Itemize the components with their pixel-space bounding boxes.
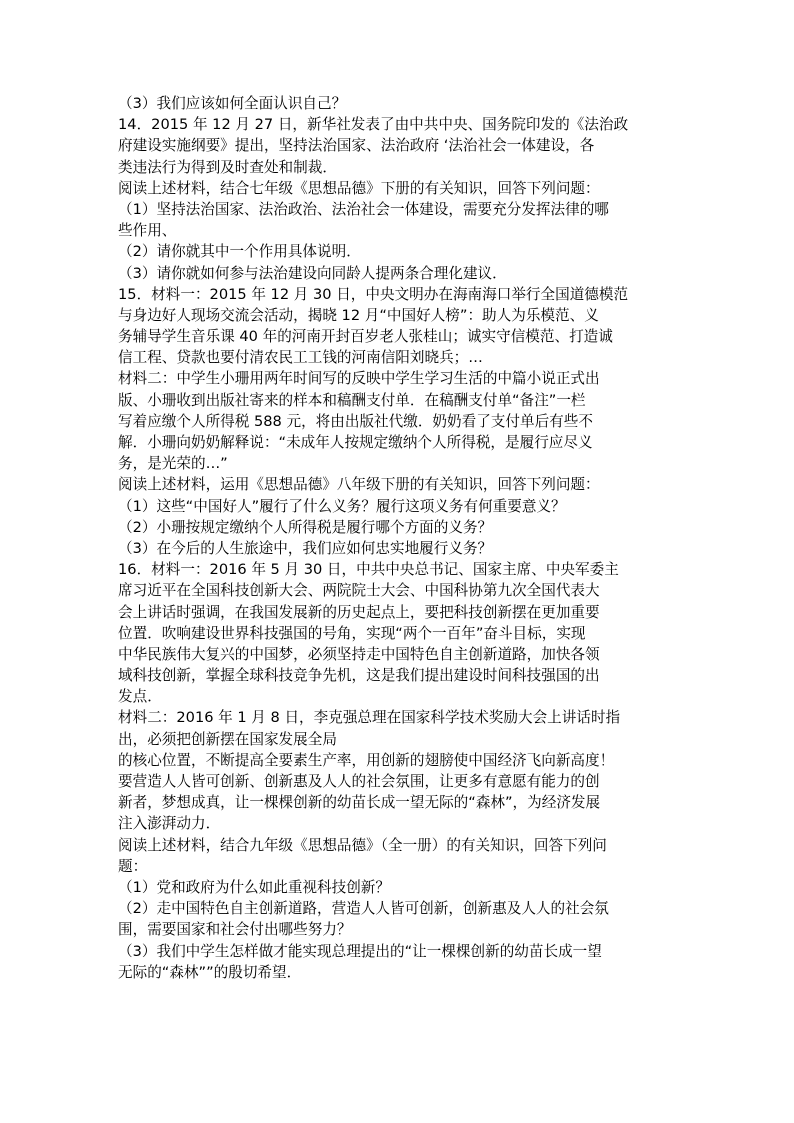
text-line: （3）我们中学生怎样做才能实现总理提出的“让一棵棵创新的幼苗长成一望 bbox=[118, 942, 602, 960]
text-line: 出，必须把创新摆在国家发展全局 bbox=[118, 730, 337, 748]
text-line: 信工程、贷款也要付清农民工工钱的河南信阳刘晓兵；… bbox=[118, 349, 483, 367]
text-line: 发点． bbox=[118, 688, 162, 706]
text-line: 位置．吹响建设世界科技强国的号角，实现“两个一百年”奋斗目标，实现 bbox=[118, 624, 586, 642]
text-line: 务辅导学生音乐课 40 年的河南开封百岁老人张桂山；诚实守信模范、打造诚 bbox=[118, 328, 613, 346]
text-line: 材料二：中学生小珊用两年时间写的反映中学生学习生活的中篇小说正式出 bbox=[118, 370, 600, 388]
text-line: 域科技创新，掌握全球科技竞争先机，这是我们提出建设时间科技强国的出 bbox=[118, 667, 600, 685]
text-line: （3）我们应该如何全面认识自己？ bbox=[118, 95, 347, 112]
text-line: （1）坚持法治国家、法治政治、法治社会一体建设，需要充分发挥法律的哪 bbox=[118, 200, 609, 218]
text-line: （1）党和政府为什么如此重视科技创新？ bbox=[118, 878, 390, 896]
text-line: 些作用、 bbox=[118, 222, 177, 240]
text-line: （1）这些“中国好人”履行了什么义务？履行这项义务有何重要意义？ bbox=[118, 497, 566, 515]
text-line: 与身边好人现场交流会活动，揭晓 12 月“中国好人榜”：助人为乐模范、义 bbox=[118, 306, 599, 324]
text-line: 写着应缴个人所得税 588 元，将由出版社代缴．奶奶看了支付单后有些不 bbox=[118, 412, 593, 430]
text-line: （2）走中国特色自主创新道路，营造人人皆可创新，创新惠及人人的社会氛 bbox=[118, 900, 609, 918]
text-line: 要营造人人皆可创新、创新惠及人人的社会氛围，让更多有意愿有能力的创 bbox=[118, 773, 600, 790]
text-line: 府建设实施纲要》提出，坚持法治国家、法治政府 ‘法治社会一体建设，各 bbox=[118, 137, 595, 155]
text-line: 围，需要国家和社会付出哪些努力？ bbox=[118, 921, 352, 939]
text-line: 的核心位置，不断提高全要素生产率，用创新的翅膀使中国经济飞向新高度！ bbox=[118, 751, 615, 769]
text-line: 解．小珊向奶奶解释说：“未成年人按规定缴纳个人所得税，是履行应尽义 bbox=[118, 434, 593, 451]
text-line: 阅读上述材料，运用《思想品德》八年级下册的有关知识，回答下列问题： bbox=[118, 476, 600, 494]
text-line: 务，是光荣的…” bbox=[118, 455, 228, 473]
text-line: 题： bbox=[118, 857, 148, 875]
text-line: 阅读上述材料，结合九年级《思想品德》（全一册）的有关知识，回答下列问 bbox=[118, 836, 607, 854]
text-line: 注入澎湃动力． bbox=[118, 815, 221, 833]
text-line: （2）小珊按规定缴纳个人所得税是履行哪个方面的义务？ bbox=[118, 518, 493, 536]
text-line: 会上讲话时强调，在我国发展新的历史起点上，要把科技创新摆在更加重要 bbox=[118, 603, 600, 621]
document-page bbox=[118, 93, 678, 983]
text-line: 15．材料一：2015 年 12 月 30 日，中央文明办在海南海口举行全国道德模范 bbox=[118, 285, 629, 303]
text-line: 材料二：2016 年 1 月 8 日，李克强总理在国家科学技术奖励大会上讲话时指 bbox=[118, 709, 621, 727]
text-line: 中华民族伟大复兴的中国梦，必须坚持走中国特色自主创新道路，加快各领 bbox=[118, 645, 600, 663]
text-line: 无际的“森林””的殷切希望． bbox=[118, 963, 302, 981]
text-line: （3）在今后的人生旅途中，我们应如何忠实地履行义务？ bbox=[118, 539, 493, 557]
text-line: 版、小珊收到出版社寄来的样本和稿酬支付单．在稿酬支付单“备注”一栏 bbox=[118, 391, 586, 409]
text-line: 16．材料一：2016 年 5 月 30 日，中共中央总书记、国家主席、中央军委主 bbox=[118, 561, 619, 579]
text-line: 14．2015 年 12 月 27 日，新华社发表了由中共中央、国务院印发的《法治政 bbox=[118, 116, 629, 134]
text-line: 席习近平在全国科技创新大会、两院院士大会、中国科协第九次全国代表大 bbox=[118, 582, 600, 600]
text-line: （2）请你就其中一个作用具体说明． bbox=[118, 243, 361, 261]
text-line: 阅读上述材料，结合七年级《思想品德》下册的有关知识，回答下列问题： bbox=[118, 179, 600, 197]
text-line: 类违法行为得到及时查处和制裁． bbox=[118, 158, 337, 176]
text-line: 新者，梦想成真，让一棵棵创新的幼苗长成一望无际的“森林”，为经济发展 bbox=[118, 794, 601, 812]
text-line: （3）请你就如何参与法治建设向同龄人提两条合理化建议． bbox=[118, 264, 507, 282]
